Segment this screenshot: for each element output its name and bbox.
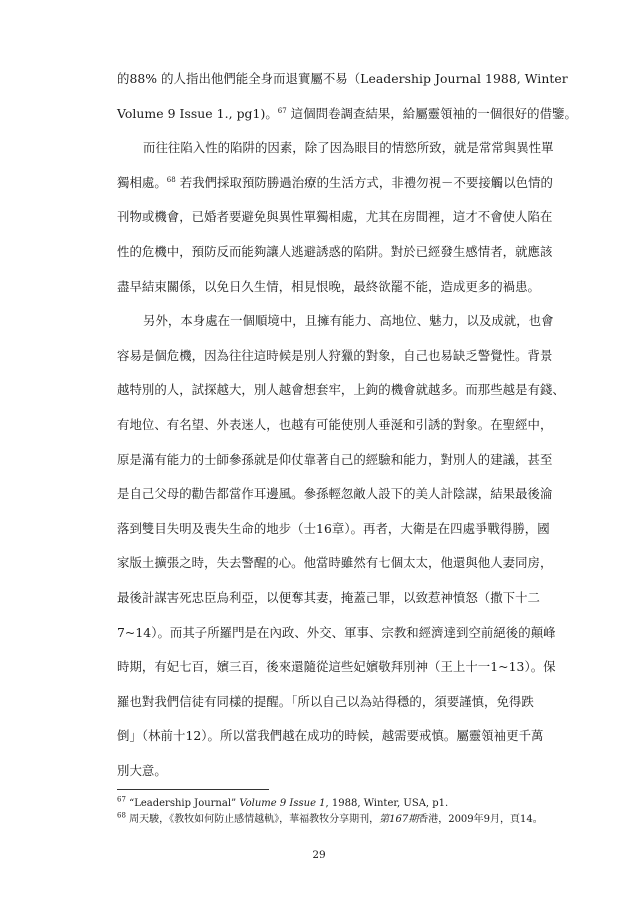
footnote [117, 813, 543, 826]
line-text: 容易是個危機，因為往往這時候是別人狩獵的對象，自己也易缺乏警覺性。背景 [117, 347, 553, 363]
line-text: 落到雙目失明及喪失生命的地步（士16章）。再者，大衛是在四處爭戰得勝，國 [117, 520, 550, 536]
footnote-italic: Volume 9 Issue 1 [239, 798, 326, 809]
line-text: 越特別的人，試探越大，別人越會想套牢，上鉤的機會就越多。而那些越是有錢、 [117, 382, 565, 398]
body-line [117, 763, 167, 779]
line-text: 盡早結束關係，以免日久生情，相見恨晚，最終欲罷不能，造成更多的禍患。 [117, 278, 540, 294]
line-text: 原是滿有能力的士師參孫就是仰仗靠著自己的經驗和能力，對別人的建議，甚至 [117, 451, 553, 467]
footnote [117, 797, 448, 810]
body-line [117, 555, 552, 571]
line-text: 獨相處。 [117, 174, 167, 190]
line-text: 倒」（林前十12）。所以當我們越在成功的時候，越需要戒慎。屬靈領袖更千萬 [117, 728, 544, 744]
line-text: 羅也對我們信徒有同樣的提醒。「所以自己以為站得穩的，須要謹慎，免得跌 [117, 693, 534, 709]
footnote-ref: 68 [166, 175, 176, 184]
line-text: 另外，本身處在一個順境中，且擁有能力、高地位、魅力，以及成就，也會 [143, 313, 554, 329]
body-line [143, 313, 554, 329]
line-text: 而往往陷入性的陷阱的因素，除了因為眼目的情慾所致，就是常常與異性單 [143, 140, 554, 156]
line-text: Volume 9 Issue 1., pg1)。 [117, 105, 278, 121]
body-line [117, 590, 540, 606]
line-text: 時期，有妃七百，嬪三百，後來還隨從這些妃嬪敬拜別神（王上十一1~13）。保 [117, 659, 556, 675]
line-text: 的88% 的人指出他們能全身而退實屬不易（Leadership Journal 1988, Winter [117, 71, 568, 86]
body-line [117, 71, 568, 87]
footnote-text-end: , 1988, Winter, USA, p1. [325, 798, 449, 809]
body-line [117, 175, 553, 191]
footnote-text-end: 香港，2009年9月，頁14。 [418, 814, 543, 825]
footnote-text: “Leadership Journal” [125, 798, 240, 809]
body-line [117, 694, 534, 710]
body-line [117, 417, 552, 433]
line-text: 刊物或機會，已婚者要避免與異性單獨相處，尤其在房間裡，這才不會使人陷在 [117, 209, 553, 225]
line-text: 7~14）。而其子所羅門是在內政、外交、軍事、宗教和經濟達到空前絕後的顛峰 [117, 624, 556, 640]
body-line [117, 486, 552, 502]
line-text: 家版土擴張之時，失去警醒的心。他當時雖然有七個太太，他還與他人妻同房， [117, 555, 553, 571]
body-line [117, 244, 552, 260]
body-line [117, 728, 543, 744]
line-text: 別大意。 [117, 763, 167, 778]
line-text-continued: 若我們採取預防勝過治療的生活方式，非禮勿視－不要接觸以色情的 [175, 174, 553, 190]
line-text-continued: 這個問卷調查結果，給屬靈領袖的一個很好的借鑒。 [286, 105, 577, 121]
body-line [117, 279, 540, 295]
page-number: 29 [312, 849, 326, 861]
line-text: 性的危機中，預防反而能夠讓人逃避誘惑的陷阱。對於已經發生感情者，就應該 [117, 244, 553, 259]
body-line [117, 452, 552, 468]
footnote-number: 67 [117, 795, 126, 804]
body-line [143, 140, 554, 156]
footnote-number: 68 [117, 811, 126, 820]
body-line [117, 625, 556, 641]
body-line [117, 106, 577, 122]
footnote-divider [117, 789, 269, 790]
body-line [117, 659, 556, 675]
body-line [117, 348, 552, 364]
line-text: 有地位、有名望、外表迷人，也越有可能使別人垂涎和引誘的對象。在聖經中， [117, 417, 553, 432]
body-line [117, 382, 565, 398]
line-text: 最後計謀害死忠臣烏利亞，以便奪其妻，掩蓋己罪，以致惹神憤怒（撒下十二 [117, 590, 540, 605]
footnote-italic: 第167期 [379, 814, 419, 825]
body-line [117, 209, 552, 225]
body-line [117, 521, 550, 537]
footnote-ref: 67 [277, 106, 287, 115]
footnote-text: 周天駿，《教牧如何防止感情越軌》，華福教牧分享期刊， [125, 814, 380, 825]
line-text: 是自己父母的勸告都當作耳邊風。參孫輕忽敵人設下的美人計陰謀，結果最後淪 [117, 486, 553, 502]
